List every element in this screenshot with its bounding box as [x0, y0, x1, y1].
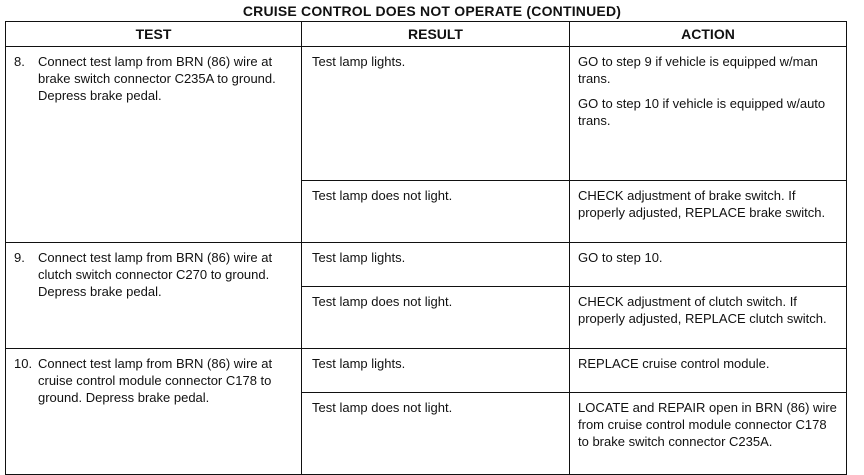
- action-cell: [570, 287, 847, 349]
- table-row: [6, 349, 847, 393]
- action-cell: [570, 181, 847, 243]
- action-text: GO to step 9 if vehicle is equipped w/man trans.: [578, 54, 818, 86]
- step-number: 9.: [14, 250, 25, 265]
- test-cell: [6, 243, 302, 349]
- step-number: 8.: [14, 54, 25, 69]
- action-text: REPLACE cruise control module.: [578, 356, 770, 371]
- header-test: TEST: [6, 22, 302, 47]
- action-cell: [570, 47, 847, 181]
- result-cell: Test lamp does not light.: [302, 393, 570, 475]
- table-row: [6, 243, 847, 287]
- result-cell: Test lamp does not light.: [302, 287, 570, 349]
- table-row: [6, 47, 847, 181]
- action-cell: [570, 349, 847, 393]
- action-text: CHECK adjustment of clutch switch. If properly adjusted, REPLACE clutch switch.: [578, 294, 827, 326]
- header-result: RESULT: [302, 22, 570, 47]
- test-description: Connect test lamp from BRN (86) wire at clutch switch connector C270 to ground. Depress brake pedal.: [38, 250, 273, 299]
- action-text: CHECK adjustment of brake switch. If properly adjusted, REPLACE brake switch.: [578, 188, 826, 220]
- test-cell: [6, 349, 302, 475]
- test-description: Connect test lamp from BRN (86) wire at cruise control module connector C178 to ground. Depress brake pedal.: [38, 356, 273, 405]
- result-cell: Test lamp lights.: [302, 47, 570, 181]
- header-row: [6, 22, 847, 47]
- header-action: ACTION: [570, 22, 847, 47]
- action-text: GO to step 10 if vehicle is equipped w/auto trans.: [578, 96, 826, 128]
- action-cell: [570, 243, 847, 287]
- action-text: GO to step 10.: [578, 250, 663, 265]
- step-number: 10.: [14, 356, 33, 371]
- page-title: CRUISE CONTROL DOES NOT OPERATE (CONTINUED): [242, 3, 622, 19]
- test-cell: [6, 47, 302, 243]
- action-text: LOCATE and REPAIR open in BRN (86) wire from cruise control module connector C178 to brake switch connector C235A.: [578, 400, 837, 449]
- result-cell: Test lamp lights.: [302, 243, 570, 287]
- result-cell: Test lamp lights.: [302, 349, 570, 393]
- diagnostic-table: [5, 21, 847, 475]
- test-description: Connect test lamp from BRN (86) wire at brake switch connector C235A to ground. Depress brake pedal.: [38, 54, 276, 103]
- result-cell: Test lamp does not light.: [302, 181, 570, 243]
- action-cell: [570, 393, 847, 475]
